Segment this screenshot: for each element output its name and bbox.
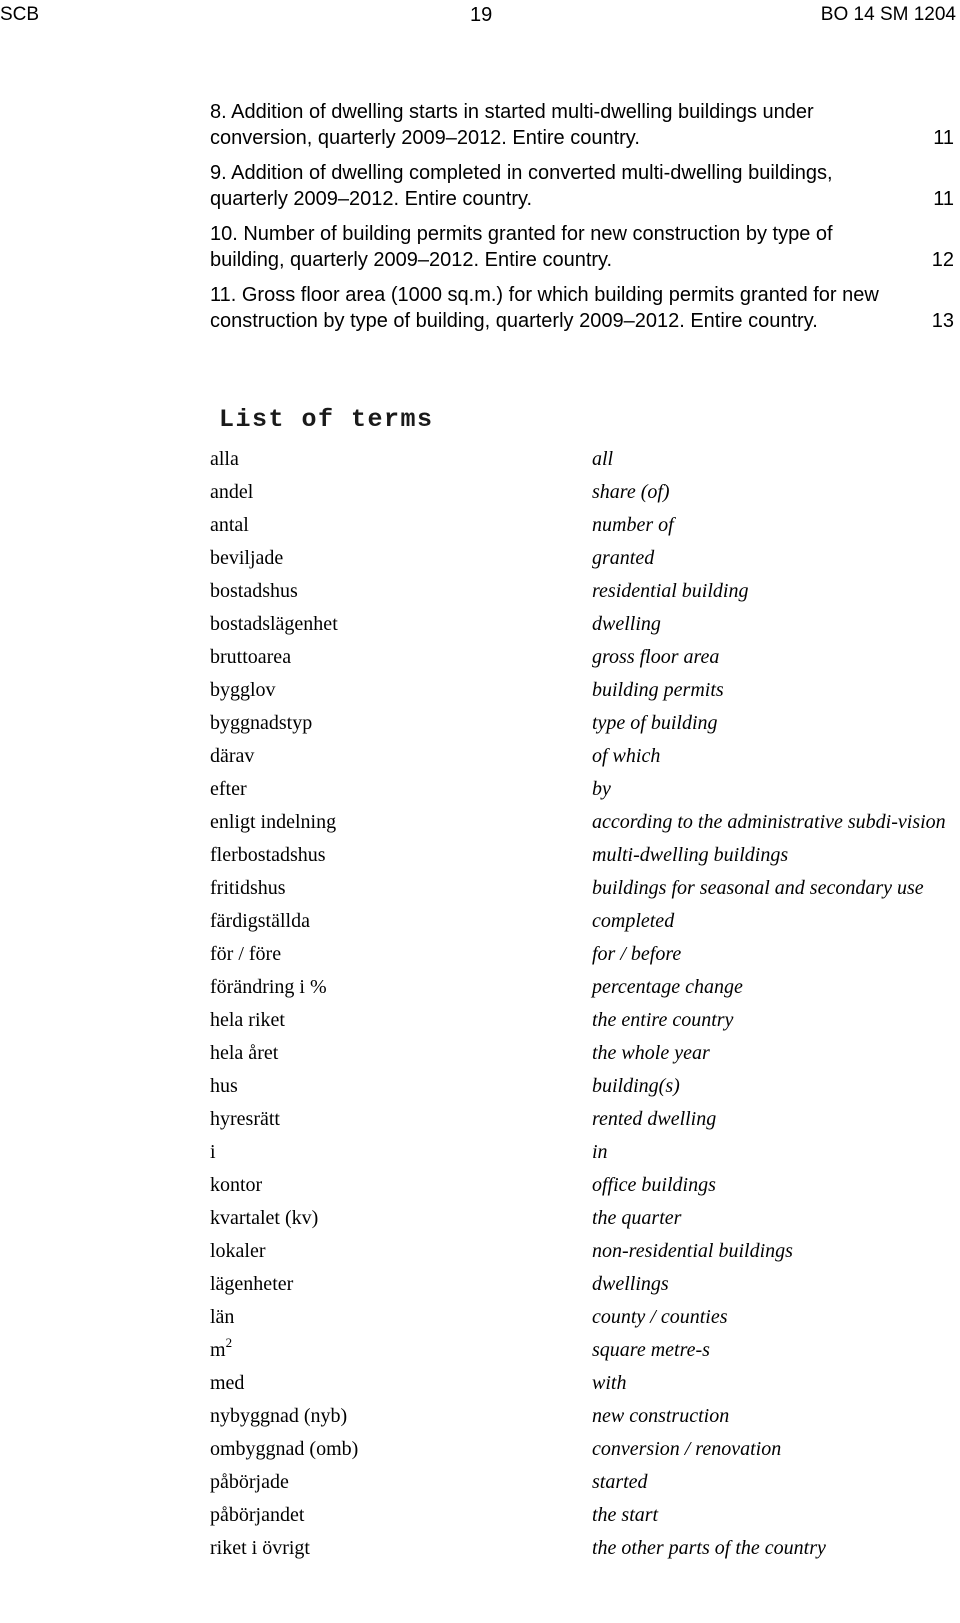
term-row [210, 1139, 950, 1166]
term-row [210, 776, 950, 803]
english-term: granted [592, 547, 655, 569]
term-row [210, 677, 950, 704]
english-term: dwellings [592, 1273, 669, 1295]
english-term: the other parts of the country [592, 1537, 826, 1559]
term-row [210, 1271, 950, 1298]
term-row [210, 1205, 950, 1232]
swedish-term-text: hela riket [210, 1009, 285, 1031]
toc-entry [210, 160, 960, 212]
english-term: residential building [592, 580, 749, 602]
swedish-term-text: färdigställda [210, 910, 310, 932]
toc-entry-page: 11 [933, 127, 954, 149]
swedish-term [210, 644, 592, 671]
english-term: building(s) [592, 1075, 680, 1097]
swedish-term [210, 545, 592, 572]
term-row [210, 974, 950, 1001]
terms-list [210, 446, 950, 1568]
swedish-term-text: bostadshus [210, 580, 298, 602]
term-row [210, 710, 950, 737]
swedish-term [210, 776, 592, 803]
swedish-term-text: byggnadstyp [210, 712, 313, 734]
term-row [210, 1403, 950, 1430]
term-row [210, 1304, 950, 1331]
swedish-term-text: enligt indelning [210, 811, 337, 833]
term-row [210, 578, 950, 605]
swedish-term [210, 611, 592, 638]
swedish-term [210, 1238, 592, 1265]
swedish-term-text: andel [210, 481, 254, 503]
swedish-term [210, 1073, 592, 1100]
swedish-term-text: efter [210, 778, 247, 800]
swedish-term [210, 743, 592, 770]
swedish-term-text: m [210, 1339, 226, 1361]
swedish-term [210, 1535, 592, 1562]
swedish-term [210, 578, 592, 605]
page-header [0, 2, 960, 28]
swedish-term-text: beviljade [210, 547, 284, 569]
swedish-term [210, 1040, 592, 1067]
swedish-term [210, 1205, 592, 1232]
swedish-term-text: län [210, 1306, 235, 1328]
term-row [210, 842, 950, 869]
toc-entry-page: 12 [931, 249, 954, 271]
report-code: BO 14 SM 1204 [820, 4, 956, 25]
toc-entry-title: 11. Gross floor area (1000 sq.m.) for which building permits granted for new construction by type of building, quarterly 2009–2012. Entire country. [210, 284, 879, 332]
term-row [210, 446, 950, 473]
swedish-term [210, 809, 592, 836]
toc-entry-title: 9. Addition of dwelling completed in converted multi-dwelling buildings, quarterly 2009–2012. Entire country. [210, 162, 833, 210]
english-term: multi-dwelling buildings [592, 844, 789, 866]
english-term: by [592, 778, 611, 800]
term-row [210, 1370, 950, 1397]
swedish-term-text: hyresrätt [210, 1108, 280, 1130]
term-row [210, 611, 950, 638]
english-term: square metre-s [592, 1339, 710, 1361]
swedish-term-text: flerbostadshus [210, 844, 326, 866]
swedish-term-text: bostadslägenhet [210, 613, 338, 635]
swedish-term [210, 512, 592, 539]
swedish-term [210, 446, 592, 473]
swedish-term-text: riket i övrigt [210, 1537, 310, 1559]
swedish-term-text: påbörjandet [210, 1504, 305, 1526]
english-term: the quarter [592, 1207, 682, 1229]
english-term: the start [592, 1504, 659, 1526]
swedish-term [210, 1469, 592, 1496]
swedish-term-text: för / före [210, 943, 282, 965]
term-row [210, 809, 950, 836]
swedish-term-text: hus [210, 1075, 238, 1097]
toc-entry-page: 13 [931, 310, 954, 332]
english-term: share (of) [592, 481, 670, 503]
swedish-term-text: lägenheter [210, 1273, 294, 1295]
swedish-term-text: ombyggnad (omb) [210, 1438, 359, 1460]
swedish-term-text: lokaler [210, 1240, 266, 1262]
term-row [210, 875, 950, 902]
english-term: in [592, 1141, 608, 1163]
english-term: building permits [592, 679, 724, 701]
term-row [210, 908, 950, 935]
swedish-term [210, 479, 592, 506]
swedish-term-text: antal [210, 514, 249, 536]
swedish-term-text: påbörjade [210, 1471, 289, 1493]
english-term: gross floor area [592, 646, 720, 668]
english-term: of which [592, 745, 661, 767]
english-term: conversion / renovation [592, 1438, 782, 1460]
swedish-term-text: kontor [210, 1174, 263, 1196]
table-of-contents [210, 99, 960, 343]
english-term: percentage change [592, 976, 743, 998]
swedish-term [210, 1304, 592, 1331]
swedish-term-text: nybyggnad (nyb) [210, 1405, 348, 1427]
term-row [210, 1535, 950, 1562]
swedish-term [210, 1271, 592, 1298]
english-term: rented dwelling [592, 1108, 717, 1130]
toc-entry [210, 221, 960, 273]
term-row [210, 512, 950, 539]
english-term: the whole year [592, 1042, 710, 1064]
toc-entry-title: 10. Number of building permits granted for new construction by type of building, quarterly 2009–2012. Entire country. [210, 223, 833, 271]
english-term: started [592, 1471, 648, 1493]
swedish-term-text: med [210, 1372, 245, 1394]
english-term: completed [592, 910, 675, 932]
swedish-term [210, 1370, 592, 1397]
term-row [210, 1106, 950, 1133]
term-row [210, 1073, 950, 1100]
english-term: county / counties [592, 1306, 728, 1328]
swedish-term-text: fritidshus [210, 877, 286, 899]
swedish-term [210, 1337, 592, 1364]
english-term: according to the administrative subdi-vision [592, 811, 946, 833]
english-term: non-residential buildings [592, 1240, 793, 1262]
term-row [210, 1436, 950, 1463]
swedish-term [210, 1106, 592, 1133]
english-term: all [592, 448, 614, 470]
swedish-term [210, 974, 592, 1001]
term-row [210, 545, 950, 572]
term-row [210, 941, 950, 968]
english-term: for / before [592, 943, 682, 965]
term-row [210, 479, 950, 506]
swedish-term [210, 875, 592, 902]
swedish-term [210, 677, 592, 704]
toc-entry-title: 8. Addition of dwelling starts in started multi-dwelling buildings under conversion, quarterly 2009–2012. Entire country. [210, 101, 814, 149]
swedish-term [210, 1139, 592, 1166]
term-row [210, 1337, 950, 1364]
english-term: type of building [592, 712, 718, 734]
swedish-term-text: alla [210, 448, 239, 470]
swedish-term [210, 1007, 592, 1034]
swedish-term-text: bygglov [210, 679, 276, 701]
english-term: with [592, 1372, 627, 1394]
term-row [210, 743, 950, 770]
english-term: dwelling [592, 613, 661, 635]
english-term: the entire country [592, 1009, 734, 1031]
page-number: 19 [470, 4, 493, 26]
swedish-term [210, 908, 592, 935]
swedish-term [210, 710, 592, 737]
english-term: office buildings [592, 1174, 716, 1196]
toc-entry [210, 99, 960, 151]
term-row [210, 1469, 950, 1496]
swedish-term-text: förändring i % [210, 976, 327, 998]
toc-entry [210, 282, 960, 334]
swedish-term-text: i [210, 1141, 216, 1163]
swedish-term [210, 842, 592, 869]
swedish-term-text: därav [210, 745, 255, 767]
swedish-term [210, 1436, 592, 1463]
terms-heading: List of terms [219, 405, 434, 434]
term-row [210, 1238, 950, 1265]
swedish-term-text: bruttoarea [210, 646, 292, 668]
english-term: new construction [592, 1405, 730, 1427]
publisher-label: SCB [0, 4, 40, 25]
term-row [210, 1040, 950, 1067]
term-row [210, 644, 950, 671]
english-term: number of [592, 514, 674, 536]
swedish-term-text: hela året [210, 1042, 279, 1064]
term-row [210, 1172, 950, 1199]
superscript: 2 [225, 1335, 233, 1350]
swedish-term-text: kvartalet (kv) [210, 1207, 319, 1229]
swedish-term [210, 1172, 592, 1199]
toc-entry-page: 11 [933, 188, 954, 210]
swedish-term [210, 1502, 592, 1529]
term-row [210, 1502, 950, 1529]
term-row [210, 1007, 950, 1034]
swedish-term [210, 1403, 592, 1430]
english-term: buildings for seasonal and secondary use [592, 877, 924, 899]
swedish-term [210, 941, 592, 968]
